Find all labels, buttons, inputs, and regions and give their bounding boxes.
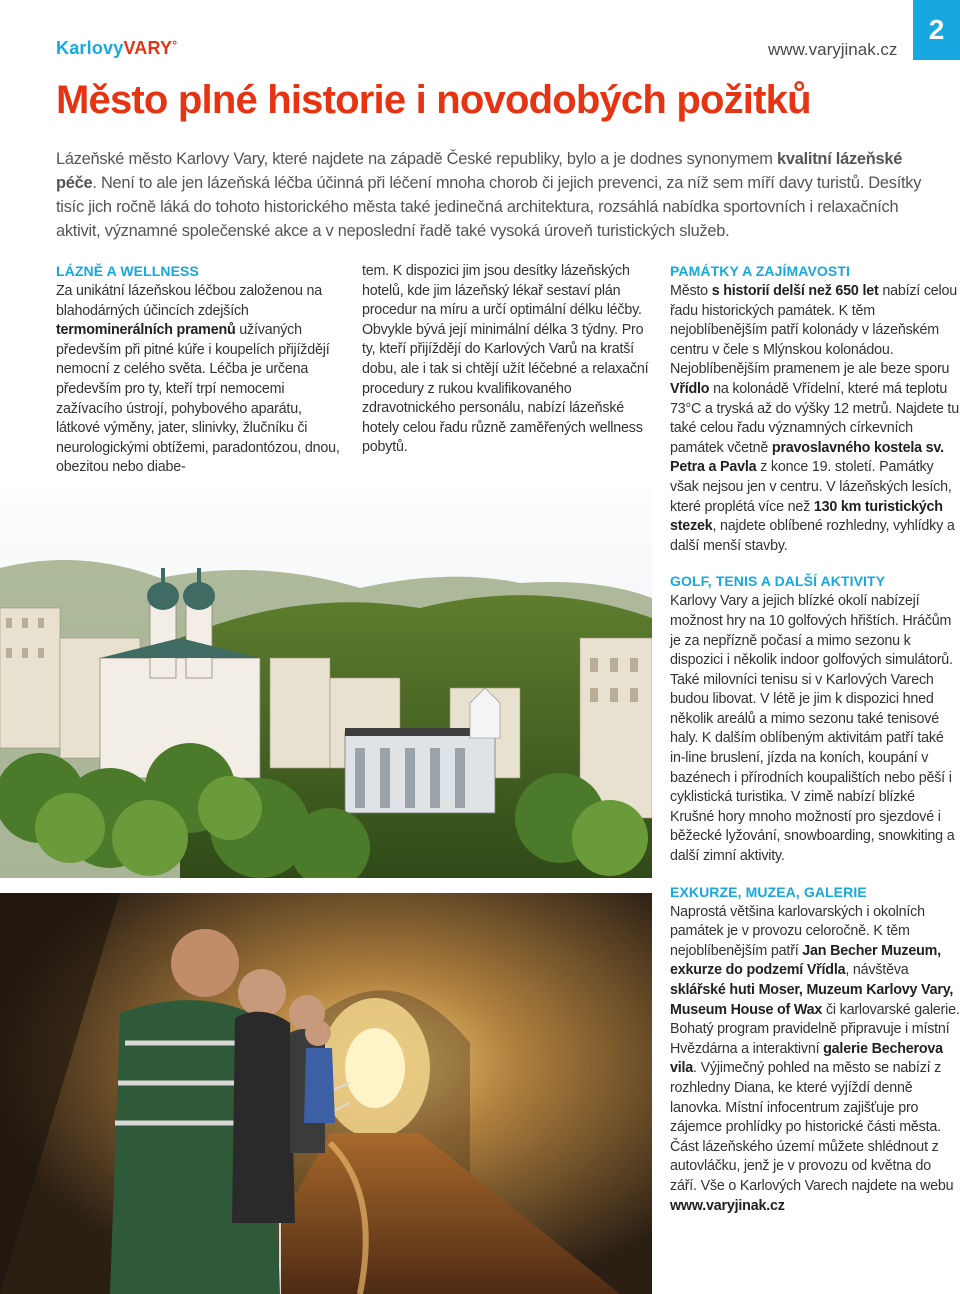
section-spa [56,262,346,478]
section-monuments [670,262,960,556]
underground-tour-photo [0,893,652,1294]
sports-heading: GOLF, TENIS A DALŠÍ AKTIVITY [670,573,886,590]
monuments-heading: PAMÁTKY A ZAJÍMAVOSTI [670,263,850,279]
excursions-text-2: , návštěva [845,962,909,979]
spa-bold-1: termominerálních pramenů [56,322,236,339]
monuments-bold-2: Vřídlo [670,380,710,397]
monuments-bold-4: 130 km turistických stezek [670,498,943,535]
excursions-bold-3: galerie Becherova vila [670,1040,943,1077]
intro-paragraph [56,147,946,243]
header-website: www.varyjinak.cz [768,40,898,59]
column-1 [56,262,346,494]
monuments-bold-1: s historií delší než 650 let [711,283,879,299]
page-title: Město plné historie i novodobých požitků [56,78,811,122]
intro-text-1: Lázeňské město Karlovy Vary, které najdete na západě České republiky, bylo a je dodnes synonymem [56,150,778,168]
spa-text-2a: užívaných především při pitné kúře i koupelích přijíždějí nemocní z celého světa. Léčba je určena především pro ty, kteří trpí nemocemi zažívacího ústrojí, pohybového aparátu, látkové výměny, jater, slinivky, žlučníku či neurologickými obtížemi, paradontózou, dnou, obezitou nebo diabe- [56,322,340,476]
column-3 [670,262,960,1232]
monuments-text-2: nabízí celou řadu historických památek. K těm nejoblíbenějším patří kolonády v lázeňském centru v čele s Mlýnskou kolonádou. Nejoblíbenějším pramenem je ale beze sporu [670,283,958,378]
monuments-text-1: Město [670,283,712,299]
column-2 [362,262,658,458]
logo-text-vary: VARY [123,38,173,58]
section-sports [670,572,960,866]
logo-text-karlovy: Karlovy [56,38,124,58]
city-panorama-photo [0,488,652,878]
excursions-bold-1: Jan Becher Muzeum, exkurze do podzemí Vřídla [670,942,941,979]
excursions-bold-4: www.varyjinak.cz [670,1197,785,1214]
excursions-text-1: Naprostá většina karlovarských i okolních památek je v provozu celoročně. K těm nejoblíbenějším patří [670,903,925,959]
brand-logo [56,38,177,59]
intro-text-2: . Není to ale jen lázeňská léčba účinná při léčení mnoha chorob či jejich prevenci, za níž sem míří davy turistů. Desítky tisíc jich ročně láká do tohoto historického města také jedinečná architektura, rozsáhlá nabídka sportovních i relaxačních aktivit, významné společenské akce a v neposlední řadě také vysoká úroveň turistických služeb. [56,174,922,240]
monuments-text-4: z konce 19. století. Památky však nejsou jen v centru. V lázeňských lesích, které proplétá více než [670,459,952,515]
excursions-text-4: . Výjimečný pohled na město se nabízí z rozhledny Diana, ke které vyjíždí denně lanovka. Místní infocentrum zajišťuje pro zájemce prohlídky po historické části města. Část lázeňského území můžete shlédnout z autovláčku, jenž je v provozu od května do září. Vše o Karlových Varech najdete na webu [670,1060,954,1194]
sports-body: Karlovy Vary a jejich blízké okolí nabízejí možnost hry na 10 golfových hřištích. Hráčům je za nepřízně počasí a mimo sezonu k dispozici i několik indoor golfových simulátorů. Také milovníci tenisu si v Karlových Varech budou libovat. V létě je jim k dispozici hned několik areálů a mimo sezonu také tenisové haly. K dalším oblíbeným aktivitám patří také in-line bruslení, jízda na koních, koupání v bazénech i přírodních koupalištích nebo pěší i cyklistická turistika. V zimě nabízí blízké Krušné hory mnoho možností pro sjezdové i běžecké lyžování, snowboarding, snowkiting a další zimní aktivity. [670,593,955,865]
spa-body-continued [362,262,658,458]
intro-bold-1: kvalitní lázeňské péče [56,150,903,192]
spa-text-2b: tem. K dispozici jim jsou desítky lázeňských hotelů, kde jim lázeňský lékař sestaví plán procedur na míru a určí optimální délku léčby. Obvykle bývá její minimální délka 3 týdny. Pro ty, kteří přijíždějí do Karlových Varů na kratší dobu, ale i tak si chtějí užít léčebné a relaxační procedury z rukou kvalifikovaného zdravotnického personálu, nabízí lázeňské hotely celou řadu různě zaměřených wellness pobytů. [362,263,649,456]
spa-body [56,282,346,478]
logo-mark: ° [172,38,178,52]
monuments-text-5: , najdete oblíbené rozhledny, vyhlídky a další menší stavby. [670,518,955,554]
excursions-body [670,903,960,1217]
city-panorama-illustration [0,488,652,878]
section-excursions [670,883,960,1217]
excursions-heading: EXKURZE, MUZEA, GALERIE [670,883,867,900]
monuments-body [670,282,960,556]
monuments-text-3: na kolonádě Vřídelní, které má teplotu 73°C a tryská až do výšky 12 metrů. Najdete tu také celou řadu významných církevních památek včetně [670,380,959,456]
monuments-bold-3: pravoslavného kostela sv. Petra a Pavla [670,439,944,476]
underground-tour-illustration [0,893,652,1294]
excursions-text-3: či karlovarské galerie. Bohatý program pravidelně připravuje i místní Hvězdárna a interaktivní [670,1001,960,1057]
spa-heading: LÁZNĚ A WELLNESS [56,263,199,279]
page-number-badge: 2 [913,0,960,60]
spa-text-1: Za unikátní lázeňskou léčbou založenou na blahodárných účincích zdejších [56,283,323,319]
excursions-bold-2: sklářské huti Moser, Muzeum Karlovy Vary, Museum House of Wax [670,982,954,1018]
